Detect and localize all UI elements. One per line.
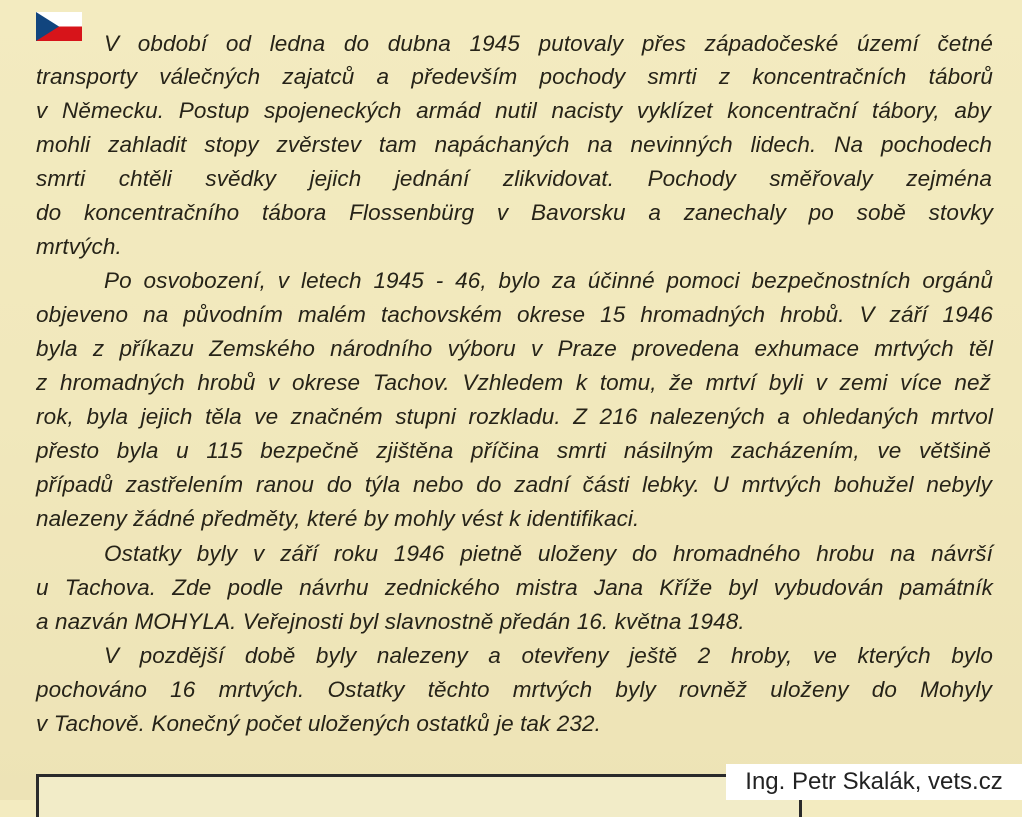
text-line: Po osvobození, v letech 1945 - 46, bylo za účinné pomoci bezpečnostních orgánů [104,268,993,293]
text-line: u Tachova. Zde podle návrhu zednického mistra Jana Kříže byl vybudován památník [36,575,993,600]
text-line: nalezeny žádné předměty, které by mohly vést k identifikaci. [36,506,640,531]
text-line: do koncentračního tábora Flossenbürg v Bavorsku a zanechaly po sobě stovky [36,200,993,225]
text-line: V pozdější době byly nalezeny a otevřeny ještě 2 hroby, ve kterých bylo [104,643,993,668]
lower-panel-frame [36,774,802,817]
text-line: a nazván MOHYLA. Veřejnosti byl slavnostně předán 16. května 1948. [36,609,745,634]
text-line: mrtvých. [36,234,122,259]
text-line: případů zastřelením ranou do týla nebo do zadní části lebky. U mrtvých bohužel nebyly [36,472,992,497]
text-line: z hromadných hrobů v okrese Tachov. Vzhledem k tomu, že mrtví byli v zemi více než [36,370,991,395]
text-line: Ostatky byly v září roku 1946 pietně uloženy do hromadného hrobu na návrší [104,541,993,566]
text-line: transporty válečných zajatců a především pochody smrti z koncentračních táborů [36,64,993,89]
text-line: přesto byla u 115 bezpečně zjištěna příčina smrti násilným zacházením, ve většině [36,438,991,463]
text-line: mohli zahladit stopy zvěrstev tam napáchaných na nevinných lidech. Na pochodech [36,132,992,157]
photo-credit: Ing. Petr Skalák, vets.cz [726,764,1022,800]
czech-flag-icon [36,12,82,41]
text-line: v Tachově. Konečný počet uložených ostatků je tak 232. [36,711,601,736]
text-line: smrti chtěli svědky jejich jednání zlikvidovat. Pochody směřovaly zejména [36,166,992,191]
text-line: pochováno 16 mrtvých. Ostatky těchto mrtvých byly rovněž uloženy do Mohyly [36,677,992,702]
text-line: v Německu. Postup spojeneckých armád nutil nacisty vyklízet koncentrační tábory, aby [36,98,991,123]
text-line: rok, byla jejich těla ve značném stupni rozkladu. Z 216 nalezených a ohledaných mrtvol [36,404,993,429]
text-line: byla z příkazu Zemského národního výboru v Praze provedena exhumace mrtvých těl [36,336,993,361]
text-line: V období od ledna do dubna 1945 putovaly přes západočeské území četné [104,31,993,56]
text-line: objeveno na původním malém tachovském okrese 15 hromadných hrobů. V září 1946 [36,302,993,327]
